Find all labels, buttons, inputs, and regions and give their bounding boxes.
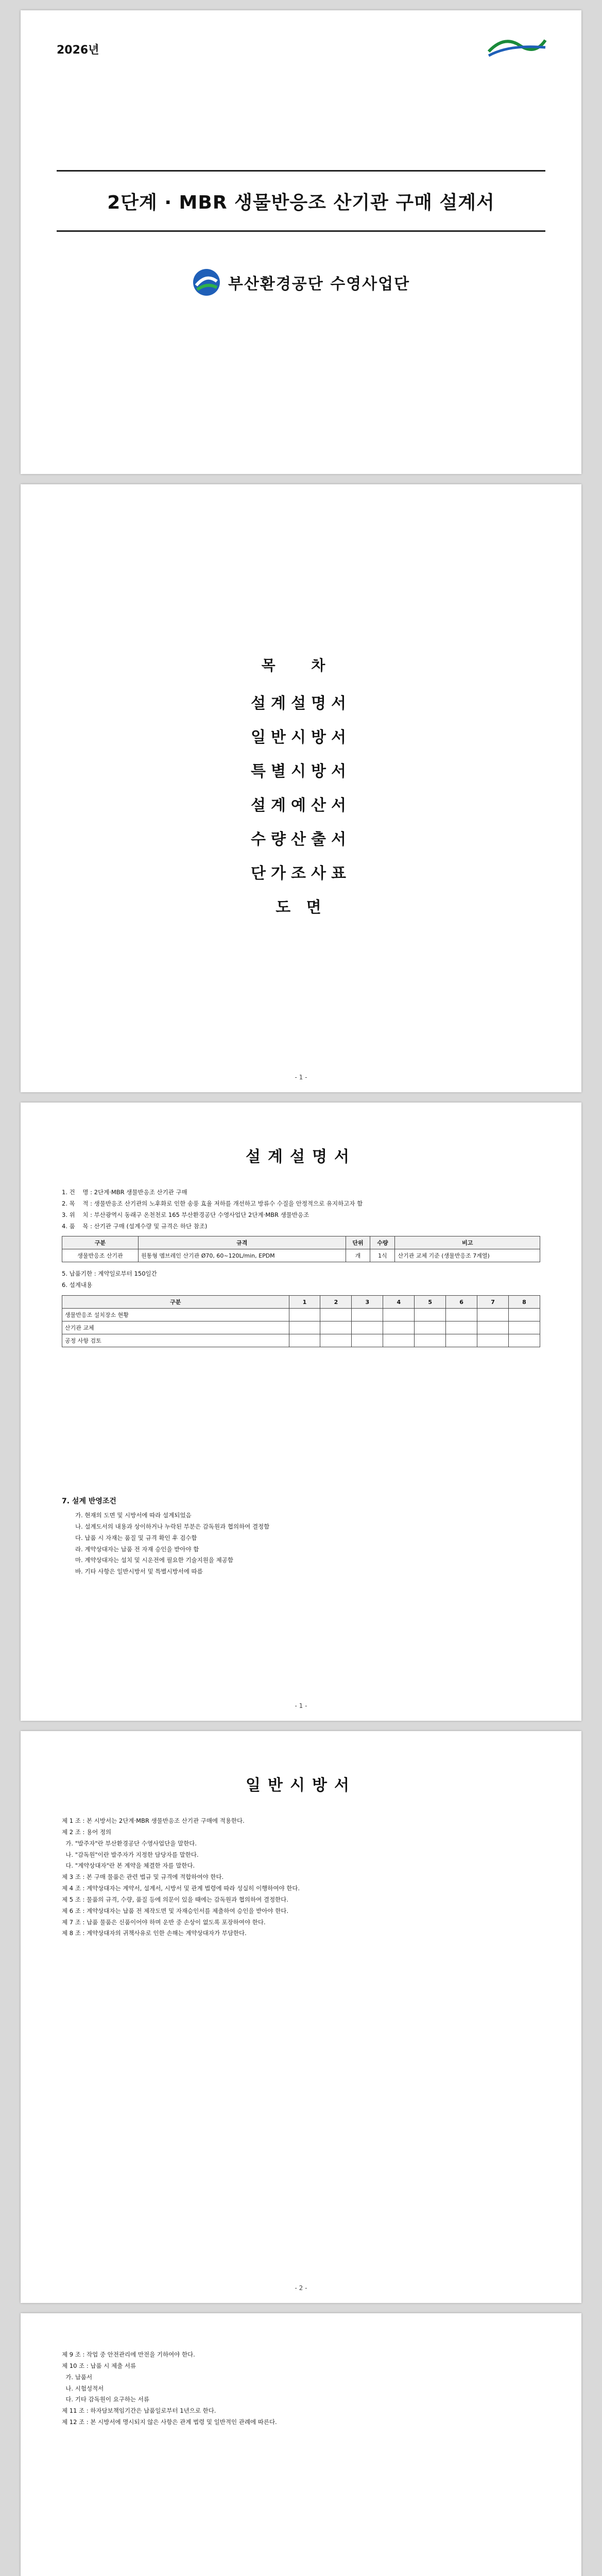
- toc-item[interactable]: 특별시방서: [251, 762, 351, 781]
- clause: 제 1 조 : 본 시방서는 2단계·MBR 생물반응조 산기관 구매에 적용한다.: [62, 1817, 245, 1824]
- clause: 제 8 조 : 계약상대자의 귀책사유로 인한 손해는 계약상대자가 부담한다.: [62, 1929, 247, 1937]
- clause: 제 7 조 : 납품 물품은 신품이어야 하며 운반 중 손상이 없도록 포장하여야 한다.: [62, 1918, 266, 1926]
- table-header: 2: [320, 1296, 352, 1309]
- plan-table: [62, 1295, 540, 1347]
- note-item: 마. 계약상대자는 설치 및 시운전에 필요한 기술지원을 제공함: [75, 1556, 233, 1564]
- table-header: 비고: [395, 1236, 540, 1249]
- table-header: 3: [352, 1296, 383, 1309]
- table-header: 8: [509, 1296, 540, 1309]
- clause: 제 6 조 : 계약상대자는 납품 전 제작도면 및 자재승인서를 제출하여 승인을 받아야 한다.: [62, 1907, 289, 1914]
- design-item: 5. 납품기한 : 계약일로부터 150일간: [62, 1270, 157, 1278]
- toc-page: [21, 484, 581, 1092]
- cover-organization: [21, 268, 581, 297]
- clause: 제 4 조 : 계약상대자는 계약서, 설계서, 시방서 및 관계 법령에 따라 성실히 이행하여야 한다.: [62, 1885, 300, 1892]
- cover-page: [21, 10, 581, 474]
- note-item: 가. 현재의 도면 및 시방서에 따라 설계되었음: [75, 1512, 192, 1519]
- table-cell: 산기관 교체 기준 (생물반응조 7계열): [395, 1249, 540, 1262]
- section-title: 일반시방서: [246, 1776, 356, 1794]
- toc-item[interactable]: 일반시방서: [251, 728, 351, 747]
- clause: 가. 납품서: [62, 2373, 93, 2381]
- table-cell: 생물반응조 산기관: [62, 1249, 139, 1262]
- table-header: 수량: [370, 1236, 395, 1249]
- page-number: - 1 -: [295, 1074, 307, 1081]
- table-header-row: [62, 1236, 540, 1249]
- design-item: 4. 품 목 : 산기관 구매 (설계수량 및 규격은 하단 참조): [62, 1222, 208, 1230]
- design-body: [62, 1144, 540, 1578]
- clause: 제 11 조 : 하자담보책임기간은 납품일로부터 1년으로 한다.: [62, 2407, 216, 2415]
- cover-title: 2단계 · MBR 생물반응조 산기관 구매 설계서: [57, 170, 545, 232]
- organization-name: 부산환경공단 수영사업단: [228, 275, 410, 293]
- table-row: [62, 1249, 540, 1262]
- table-row: [62, 1321, 540, 1334]
- section-title: 설계설명서: [246, 1148, 356, 1166]
- table-cell: 개: [346, 1249, 370, 1262]
- table-cell: 원통형 멤브레인 산기관 Ø70, 60~120L/min, EPDM: [138, 1249, 346, 1262]
- table-cell: 산기관 교체: [62, 1321, 289, 1334]
- clause: 제 9 조 : 작업 중 안전관리에 만전을 기하여야 한다.: [62, 2351, 195, 2358]
- toc-item[interactable]: 설계예산서: [251, 796, 351, 815]
- table-cell: 생물반응조 설치장소 현황: [62, 1309, 289, 1321]
- table-header: 구분: [62, 1236, 139, 1249]
- clause: 제 10 조 : 납품 시 제출 서류: [62, 2362, 136, 2369]
- clause: 다. "계약상대자"란 본 계약을 체결한 자를 말한다.: [62, 1862, 195, 1870]
- clause: 나. 시험성적서: [62, 2384, 104, 2392]
- clause: 제 5 조 : 물품의 규격, 수량, 품질 등에 의문이 있을 때에는 감독원과 협의하여 결정한다.: [62, 1895, 288, 1903]
- note-item: 라. 계약상대자는 납품 전 자재 승인을 받아야 함: [75, 1545, 199, 1553]
- table-header: 5: [415, 1296, 446, 1309]
- page-number: - 2 -: [295, 2284, 307, 2292]
- clause: 제 2 조 : 용어 정의: [62, 1828, 112, 1836]
- table-cell: 공정 사항 검토: [62, 1334, 289, 1347]
- clause: 제 3 조 : 본 구매 물품은 관련 법규 및 규격에 적합하여야 한다.: [62, 1873, 224, 1881]
- table-header: 1: [289, 1296, 320, 1309]
- clause: 제 12 조 : 본 시방서에 명시되지 않은 사항은 관계 법령 및 일반적인 관례에 따른다.: [62, 2418, 277, 2426]
- clause: 가. "발주자"란 부산환경공단 수영사업단을 말한다.: [62, 1839, 197, 1847]
- organization-logo-icon: [484, 30, 551, 61]
- note-item: 바. 기타 사항은 일반시방서 및 특별시방서에 따름: [75, 1568, 203, 1575]
- design-item: 3. 위 치 : 부산광역시 동래구 온천천로 165 부산환경공단 수영사업단 2단계·MBR 생물반응조: [62, 1211, 309, 1218]
- notes-title: 7. 설계 반영조건: [62, 1497, 116, 1506]
- toc-list: [21, 690, 581, 928]
- design-subtitle: 6. 설계내용: [62, 1281, 93, 1289]
- table-row: [62, 1334, 540, 1347]
- toc-item[interactable]: 단가조사표: [251, 865, 351, 883]
- cover-year: 2026년: [57, 44, 99, 57]
- note-item: 나. 설계도서의 내용과 상이하거나 누락된 부분은 감독원과 협의하여 결정함: [75, 1522, 270, 1530]
- general-spec-continued-page: [21, 2313, 581, 2576]
- note-item: 다. 납품 시 자재는 품질 및 규격 확인 후 검수함: [75, 1534, 197, 1541]
- toc-item[interactable]: 수량산출서: [251, 831, 351, 849]
- design-description-page: [21, 1103, 581, 1721]
- table-header: 구분: [62, 1296, 289, 1309]
- general-body: [62, 1772, 540, 1939]
- page-number: - 1 -: [295, 1702, 307, 1709]
- table-header: 규격: [138, 1236, 346, 1249]
- general2-body: [62, 2349, 540, 2428]
- design-item: 2. 목 적 : 생물반응조 산기관의 노후화로 인한 송풍 효율 저하를 개선하고 방류수 수질을 안정적으로 유지하고자 함: [62, 1199, 363, 1207]
- table-header: 4: [383, 1296, 415, 1309]
- table-cell: 1식: [370, 1249, 395, 1262]
- clause: 나. "감독원"이란 발주자가 지정한 담당자를 말한다.: [62, 1851, 199, 1858]
- table-header-row: [62, 1296, 540, 1309]
- design-item: 1. 건 명 : 2단계·MBR 생물반응조 산기관 구매: [62, 1189, 187, 1196]
- toc-item[interactable]: 설계설명서: [251, 694, 351, 713]
- table-header: 6: [446, 1296, 477, 1309]
- spec-table: [62, 1236, 540, 1262]
- general-spec-page: [21, 1731, 581, 2303]
- toc-item[interactable]: 도 면: [276, 899, 326, 917]
- table-row: [62, 1309, 540, 1321]
- organization-mark-icon: [192, 268, 221, 297]
- clause: 다. 기타 감독원이 요구하는 서류: [62, 2396, 150, 2403]
- table-header: 단위: [346, 1236, 370, 1249]
- toc-title: 목 차: [261, 657, 341, 674]
- table-header: 7: [477, 1296, 509, 1309]
